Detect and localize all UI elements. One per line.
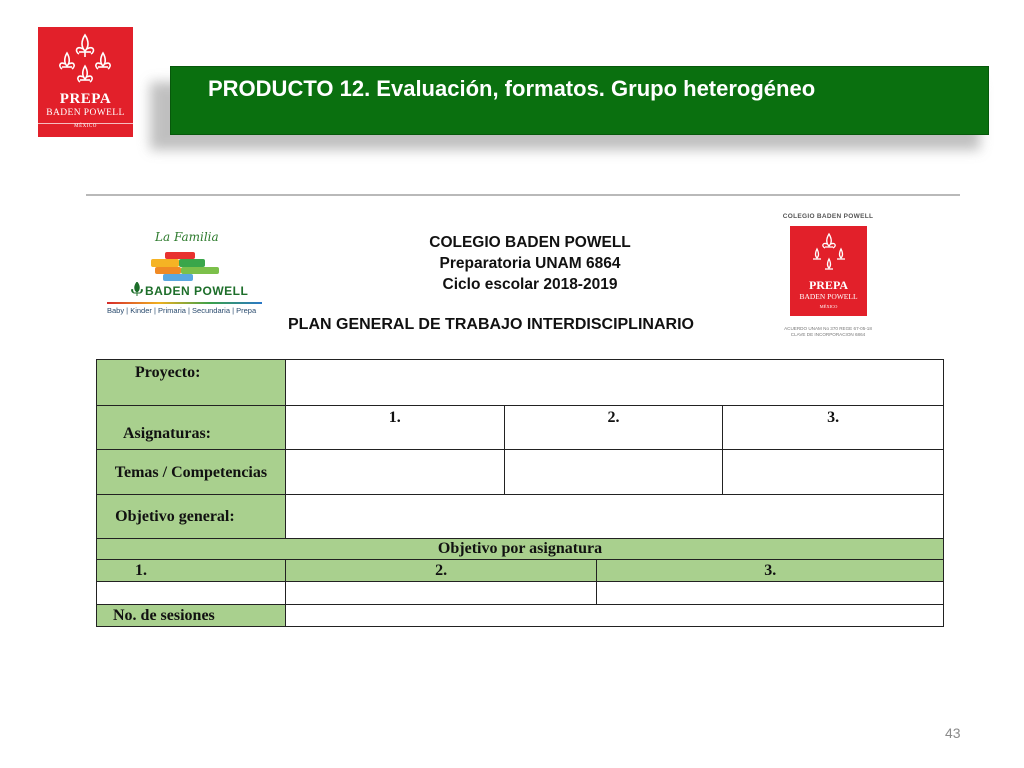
objetivo-asignatura-1-header: 1. <box>97 560 286 582</box>
divider <box>86 194 960 196</box>
temas-field-1[interactable] <box>285 450 504 495</box>
fleur-de-lis-icon <box>38 33 133 91</box>
school-cycle: Ciclo escolar 2018-2019 <box>442 276 618 293</box>
prep-name: Preparatoria UNAM 6864 <box>439 255 621 272</box>
la-familia-logo <box>107 230 262 322</box>
seal-caption-1: ACUERDO UNAM No 370 REGE 67-05-18 <box>784 326 872 331</box>
la-familia-script: La Familia <box>155 230 219 244</box>
title-banner <box>170 66 989 135</box>
seal-caption-top: COLEGIO BADEN POWELL <box>782 213 874 220</box>
fleur-de-lis-icon <box>808 232 850 276</box>
proyecto-label: Proyecto: <box>97 360 286 406</box>
slide-number: 43 <box>945 725 961 741</box>
table-row <box>97 360 944 406</box>
school-name: COLEGIO BADEN POWELL <box>429 234 631 251</box>
no-sesiones-label: No. de sesiones <box>97 605 286 627</box>
school-header <box>370 232 690 295</box>
seal-country-text: MÉXICO <box>819 304 838 309</box>
seal-box <box>790 226 867 316</box>
objetivo-asignatura-2-header: 2. <box>285 560 597 582</box>
objetivo-general-field[interactable] <box>285 495 943 539</box>
asignatura-2-header: 2. <box>504 406 723 450</box>
school-levels: Baby | Kinder | Primaria | Secundaria | Prepa <box>107 306 257 315</box>
table-row <box>97 582 944 605</box>
slide-title: PRODUCTO 12. Evaluación, formatos. Grupo heterogéneo <box>208 76 816 101</box>
logo-prepa-text: PREPA <box>59 91 112 107</box>
table-row <box>97 560 944 582</box>
objetivo-por-asignatura-header: Objetivo por asignatura <box>97 539 944 560</box>
objetivo-asignatura-1-field[interactable] <box>97 582 286 605</box>
table-row <box>97 605 944 627</box>
proyecto-field[interactable] <box>285 360 943 406</box>
objetivo-asignatura-3-field[interactable] <box>597 582 944 605</box>
seal-caption-2: CLAVE DE INCORPORACION 6864 <box>790 332 866 337</box>
colored-blocks-icon <box>145 250 225 284</box>
la-familia-name: BADEN POWELL <box>145 284 249 298</box>
table-row <box>97 495 944 539</box>
no-sesiones-field[interactable] <box>285 605 943 627</box>
fleur-de-lis-icon <box>131 282 143 296</box>
color-rule <box>107 302 262 304</box>
temas-field-2[interactable] <box>504 450 723 495</box>
prepa-seal-logo <box>780 213 876 341</box>
temas-field-3[interactable] <box>723 450 944 495</box>
table-row <box>97 406 944 450</box>
plan-title: PLAN GENERAL DE TRABAJO INTERDISCIPLINARIO <box>288 316 694 333</box>
asignatura-3-header: 3. <box>723 406 944 450</box>
objetivo-general-label: Objetivo general: <box>97 495 286 539</box>
seal-name-text: BADEN POWELL <box>799 292 858 301</box>
temas-label: Temas / Competencias <box>97 450 286 495</box>
table-row <box>97 450 944 495</box>
asignatura-1-header: 1. <box>285 406 504 450</box>
work-plan-table <box>96 359 944 627</box>
seal-prepa-text: PREPA <box>808 278 849 292</box>
asignaturas-label: Asignaturas: <box>97 406 286 450</box>
table-row <box>97 539 944 560</box>
logo-country-text: MÉXICO <box>38 123 133 129</box>
logo-name-text: BADEN POWELL <box>46 108 125 118</box>
prepa-baden-powell-logo <box>38 27 133 137</box>
objetivo-asignatura-3-header: 3. <box>597 560 944 582</box>
objetivo-asignatura-2-field[interactable] <box>285 582 597 605</box>
